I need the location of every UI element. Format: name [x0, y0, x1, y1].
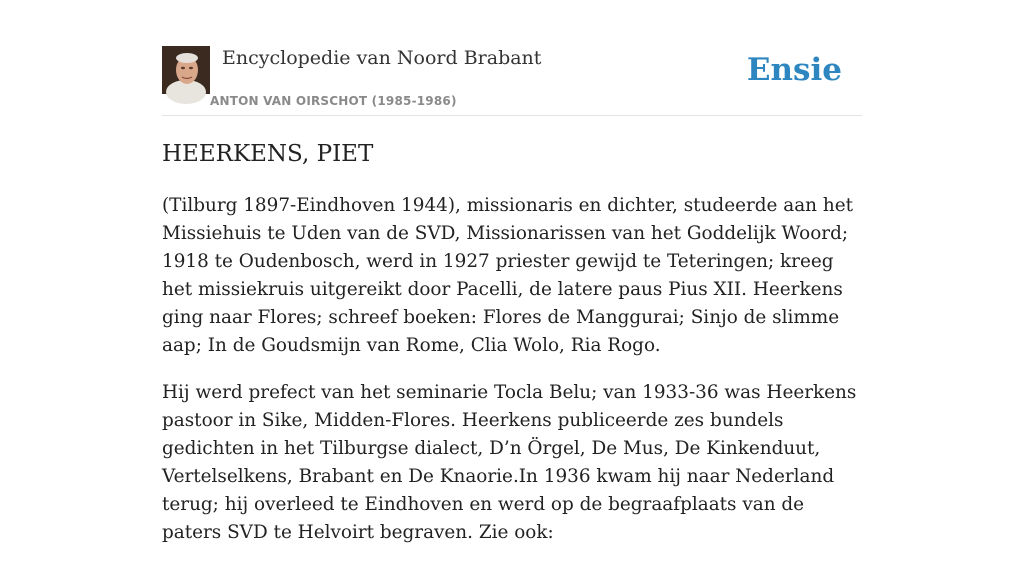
header-divider — [162, 115, 862, 116]
article-body — [162, 192, 866, 566]
ensie-logo[interactable]: Ensie — [746, 52, 842, 88]
author-portrait-icon — [162, 46, 210, 94]
header — [162, 46, 862, 116]
author-name[interactable]: ANTON VAN OIRSCHOT (1985-1986) — [210, 94, 457, 108]
article-title: HEERKENS, PIET — [162, 141, 374, 167]
article-paragraph: Hij werd prefect van het seminarie Tocla Belu; van 1933-36 was Heerkens pastoor in Sike, Midden-Flores. Heerkens publiceerde zes bundels gedichten in het Tilburgse dialect, D’n Örgel, De Mus, De Kinkenduut, Vertelselkens, Brabant en De Knaorie.In 1936 kwam hij naar Nederland terug; hij overleed te Eindhoven en werd op de begraafplaats van de paters SVD te Helvoirt begraven. Zie ook: — [162, 382, 857, 543]
encyclopedia-title[interactable]: Encyclopedie van Noord Brabant — [222, 47, 542, 69]
article-paragraph: (Tilburg 1897-Eindhoven 1944), missionaris en dichter, studeerde aan het Missiehuis te Uden van de SVD, Missionarissen van het Goddelijk Woord; 1918 te Oudenbosch, werd in 1927 priester gewijd te Teteringen; kreeg het missiekruis uitgereikt door Pacelli, de latere paus Pius XII. Heerkens ging naar Flores; schreef boeken: Flores de Manggurai; Sinjo de slimme aap; In de Goudsmijn van Rome, Clia Wolo, Ria Rogo. — [162, 195, 853, 356]
